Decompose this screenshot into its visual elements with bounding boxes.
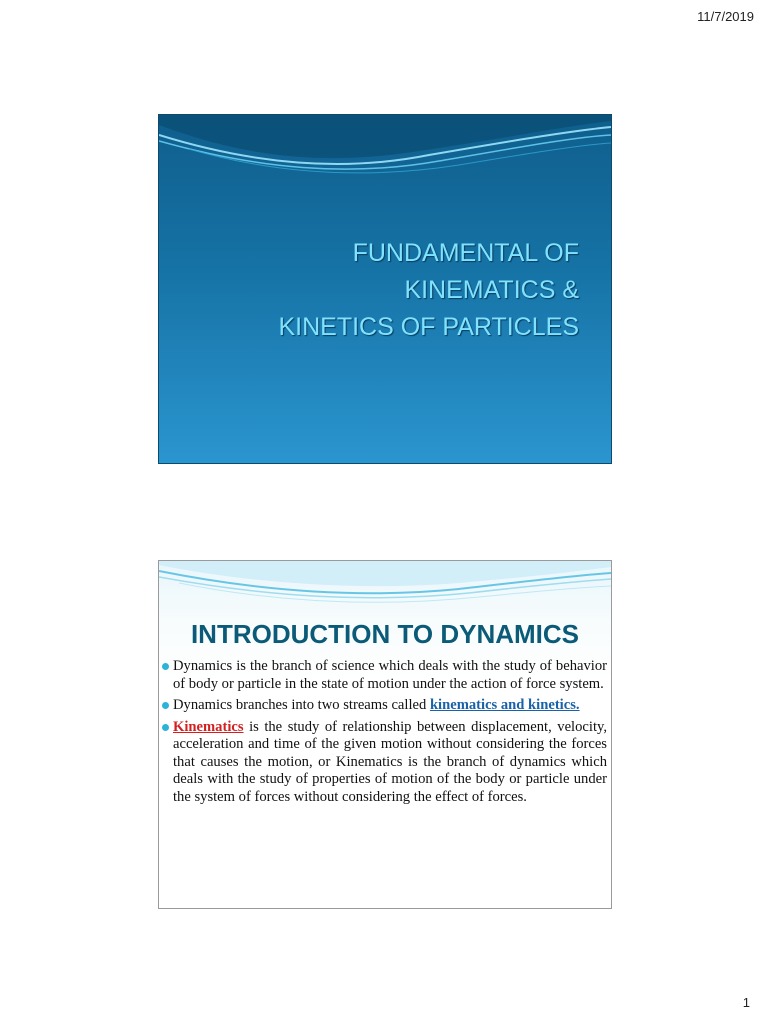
bullet-icon bbox=[162, 663, 169, 670]
bullet-item bbox=[161, 719, 607, 807]
bullet-icon bbox=[162, 702, 169, 709]
slide-title-line: FUNDAMENTAL OF bbox=[352, 239, 579, 267]
bullet-list bbox=[161, 658, 607, 810]
wave-decoration-icon bbox=[159, 561, 611, 621]
bullet-item bbox=[161, 697, 607, 715]
slide-heading: INTRODUCTION TO DYNAMICS bbox=[190, 619, 580, 649]
bullet-text: Dynamics branches into two streams called bbox=[173, 697, 430, 713]
bullet-text: is the study of relationship between displacement, velocity, acceleration and time of the given motion without considering the forces that causes the motion, or Kinematics is the branch of dynamics which deals with the study of properties of motion of the body or particle under the system of forces without considering the effect of forces. bbox=[173, 718, 607, 805]
title-slide bbox=[158, 114, 612, 464]
content-slide bbox=[158, 560, 612, 909]
kinematics-term: Kinematics bbox=[173, 718, 244, 735]
slide-title-line: KINETICS OF PARTICLES bbox=[278, 313, 579, 341]
page-date: 11/7/2019 bbox=[697, 9, 754, 24]
page-number: 1 bbox=[742, 995, 750, 1010]
kinematics-kinetics-link[interactable]: kinematics and kinetics. bbox=[429, 697, 580, 713]
wave-decoration-icon bbox=[159, 115, 611, 195]
slide-title-line: KINEMATICS & bbox=[404, 276, 579, 304]
bullet-icon bbox=[162, 724, 169, 731]
slide-title bbox=[278, 235, 579, 346]
bullet-item bbox=[161, 658, 607, 693]
bullet-text: Dynamics is the branch of science which deals with the study of behavior of body or particle in the state of motion under the action of force system. bbox=[173, 658, 607, 692]
